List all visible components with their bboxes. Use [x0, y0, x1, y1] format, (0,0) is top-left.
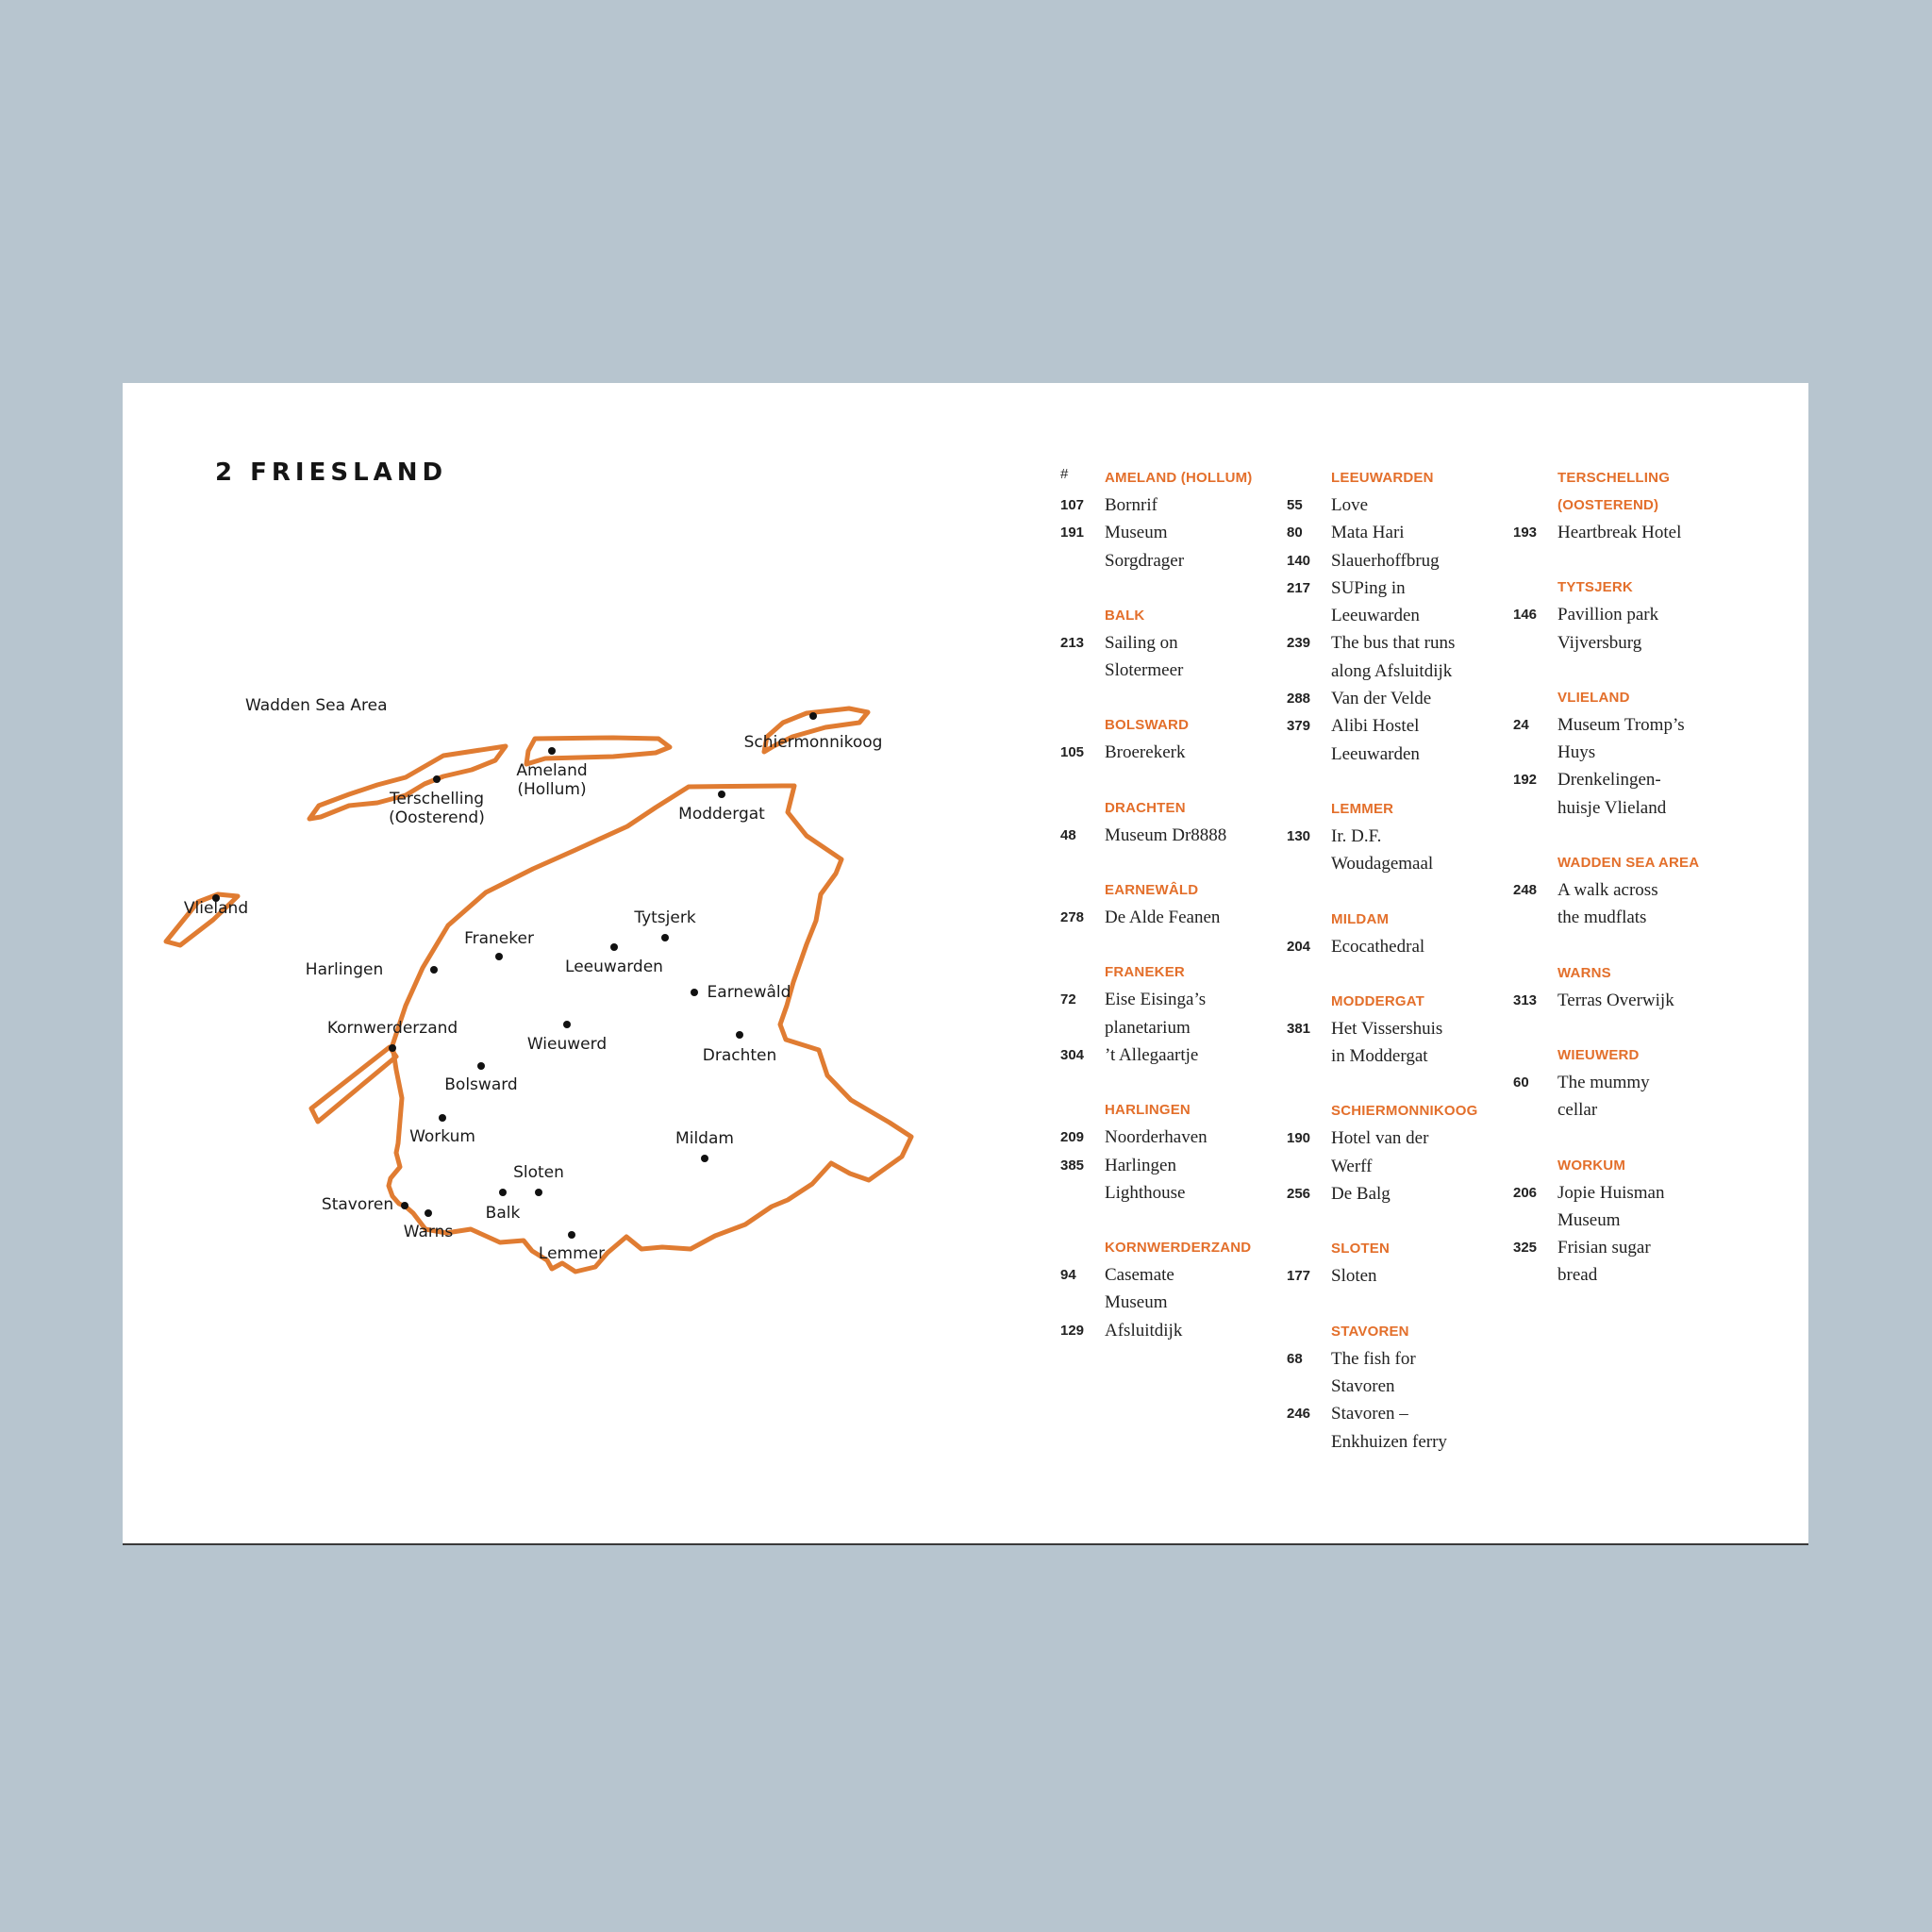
entry-number: 60: [1513, 1074, 1529, 1091]
label-balk: Balk: [485, 1204, 521, 1223]
chapter-title: 2 FRIESLAND: [215, 458, 448, 487]
index-entry: [1287, 1262, 1504, 1290]
index-group: [1513, 959, 1730, 1014]
index-entry: [1060, 491, 1277, 519]
label-harlingen: Harlingen: [305, 960, 384, 979]
entry-name: Jopie Huisman Museum: [1557, 1182, 1665, 1230]
marker-balk: [499, 1189, 507, 1196]
index-entry: [1513, 766, 1730, 822]
index-group: [1513, 574, 1730, 657]
entry-number: 239: [1287, 635, 1311, 652]
entry-name: Ecocathedral: [1331, 936, 1425, 957]
entry-name: Sailing on Slotermeer: [1105, 632, 1184, 681]
marker-workum: [439, 1114, 446, 1122]
index-entry: [1060, 822, 1277, 849]
entry-name: Ir. D.F. Woudagemaal: [1331, 825, 1434, 874]
label-warns: Warns: [403, 1223, 454, 1241]
entry-name: Harlingen Lighthouse: [1105, 1155, 1186, 1203]
entry-number: 206: [1513, 1184, 1538, 1201]
entry-number: 313: [1513, 991, 1538, 1008]
index-entry: [1287, 491, 1504, 519]
group-heading: VLIELAND: [1557, 689, 1630, 706]
marker-leeuwarden: [610, 943, 618, 951]
index-entry: [1287, 1124, 1504, 1180]
marker-harlingen: [430, 966, 438, 974]
entry-name: Van der Velde: [1331, 689, 1432, 709]
entry-name: Terras Overwijk: [1557, 990, 1674, 1010]
marker-earnew-ld: [691, 989, 698, 996]
label-drachten: Drachten: [702, 1046, 777, 1065]
label-schiermonnikoog: Schiermonnikoog: [743, 733, 883, 752]
index-entry: [1287, 575, 1504, 630]
marker-stavoren: [401, 1202, 408, 1209]
entry-name: Afsluitdijk: [1105, 1320, 1183, 1341]
marker-lemmer: [568, 1231, 575, 1239]
group-heading: DRACHTEN: [1105, 799, 1186, 816]
index-group: [1060, 711, 1277, 766]
entry-name: De Balg: [1331, 1184, 1391, 1205]
entry-number: 107: [1060, 497, 1085, 513]
entry-number: 217: [1287, 579, 1311, 596]
entry-number: 325: [1513, 1240, 1538, 1257]
index-group: [1060, 876, 1277, 931]
index-group: [1513, 1152, 1730, 1290]
index-entry: [1060, 986, 1277, 1041]
label-moddergat: Moddergat: [678, 805, 765, 824]
group-heading: SCHIERMONNIKOOG: [1331, 1103, 1478, 1120]
label-workum: Workum: [409, 1127, 475, 1146]
index-entry: [1513, 711, 1730, 767]
label-franeker: Franeker: [464, 929, 534, 948]
entry-number: 278: [1060, 909, 1085, 926]
marker-tytsjerk: [661, 934, 669, 941]
index-entry: [1287, 1400, 1504, 1456]
marker-schiermonnikoog: [809, 712, 817, 720]
entry-number: 72: [1060, 991, 1076, 1008]
marker-wieuwerd: [563, 1021, 571, 1028]
entry-number: 94: [1060, 1267, 1076, 1284]
entry-name: Noorderhaven: [1105, 1127, 1208, 1148]
entry-name: Pavillion park Vijversburg: [1557, 605, 1659, 653]
entry-name: Stavoren – Enkhuizen ferry: [1331, 1404, 1447, 1452]
label-wieuwerd: Wieuwerd: [526, 1035, 608, 1054]
index-group: [1060, 464, 1277, 575]
entry-name: Museum Tromp’s Huys: [1557, 714, 1685, 763]
entry-number: 204: [1287, 938, 1311, 955]
index-column-1: [1060, 464, 1277, 1372]
entry-name: SUPing in Leeuwarden: [1331, 577, 1420, 626]
entry-name: Heartbreak Hotel: [1557, 523, 1682, 542]
index-entry: [1513, 987, 1730, 1014]
entry-number: 177: [1287, 1268, 1311, 1285]
group-heading: FRANEKER: [1105, 964, 1185, 981]
wadden-sea-area-label: Wadden Sea Area: [245, 696, 388, 715]
label-terschelling: Terschelling (Oosterend): [389, 790, 485, 827]
marker-mildam: [701, 1155, 708, 1162]
entry-name: Frisian sugar bread: [1557, 1238, 1651, 1286]
index-group: [1287, 464, 1504, 768]
group-heading: LEMMER: [1331, 800, 1394, 817]
entry-name: The fish for Stavoren: [1331, 1348, 1416, 1396]
group-heading: MILDAM: [1331, 910, 1390, 927]
index-entry: [1513, 1179, 1730, 1235]
entry-number: 190: [1287, 1130, 1311, 1147]
entry-name: Eise Eisinga’s planetarium: [1105, 990, 1207, 1038]
index-entry: [1287, 519, 1504, 546]
index-entry: [1060, 1152, 1277, 1208]
marker-terschelling: [433, 775, 441, 783]
index-group: [1513, 464, 1730, 546]
index-entry: [1287, 1015, 1504, 1071]
entry-number: 248: [1513, 882, 1538, 899]
index-group: [1513, 849, 1730, 932]
label-lemmer: Lemmer: [538, 1244, 606, 1263]
index-group: [1513, 1041, 1730, 1124]
label-tytsjerk: Tytsjerk: [634, 908, 696, 927]
index-group: [1287, 906, 1504, 960]
entry-name: Museum Dr8888: [1105, 824, 1227, 845]
group-heading: HARLINGEN: [1105, 1102, 1191, 1119]
index-column-2: [1287, 464, 1504, 1483]
entry-name: Bornrif: [1105, 495, 1158, 515]
afsluitdijk-outline: [311, 1047, 396, 1122]
index-hash-symbol: #: [1060, 466, 1069, 482]
place-markers: [212, 712, 817, 1239]
index-entry: [1287, 823, 1504, 878]
entry-name: Sloten: [1331, 1266, 1377, 1287]
index-entry: [1287, 685, 1504, 712]
entry-name: Alibi Hostel Leeuwarden: [1331, 716, 1420, 764]
marker-moddergat: [718, 791, 725, 798]
index-entry: [1513, 1234, 1730, 1290]
index-group: [1060, 602, 1277, 685]
index-entry: [1060, 1124, 1277, 1151]
entry-number: 246: [1287, 1406, 1311, 1423]
group-heading: WIEUWERD: [1557, 1046, 1640, 1063]
marker-warns: [425, 1209, 432, 1217]
index-group: [1287, 1235, 1504, 1290]
index-entry: [1060, 1317, 1277, 1344]
entry-number: 192: [1513, 772, 1538, 789]
entry-number: 129: [1060, 1322, 1085, 1339]
index-entry: [1060, 904, 1277, 931]
index-group: [1060, 794, 1277, 849]
label-bolsward: Bolsward: [444, 1075, 518, 1094]
entry-number: 140: [1287, 552, 1311, 569]
mainland-outline: [389, 786, 911, 1272]
group-heading: BOLSWARD: [1105, 717, 1190, 734]
marker-sloten: [535, 1189, 542, 1196]
entry-number: 288: [1287, 691, 1311, 708]
group-heading: WADDEN SEA AREA: [1557, 855, 1700, 872]
group-heading: LEEUWARDEN: [1331, 470, 1434, 486]
marker-kornwerderzand: [389, 1044, 396, 1052]
entry-name: De Alde Feanen: [1105, 908, 1221, 928]
entry-number: 105: [1060, 744, 1085, 761]
index-column-3: [1513, 464, 1730, 1317]
group-heading: STAVOREN: [1331, 1323, 1409, 1340]
entry-name: Het Vissershuis in Moddergat: [1331, 1018, 1443, 1067]
index-group: [1287, 988, 1504, 1071]
entry-number: 209: [1060, 1129, 1085, 1146]
entry-number: 385: [1060, 1157, 1085, 1174]
entry-name: ’t Allegaartje: [1105, 1044, 1199, 1065]
group-heading: EARNEWÂLD: [1105, 882, 1199, 899]
label-kornwerderzand: Kornwerderzand: [326, 1019, 458, 1038]
group-heading: TYTSJERK: [1557, 579, 1633, 596]
index-entry: [1513, 601, 1730, 657]
label-ameland: Ameland (Hollum): [516, 761, 588, 799]
index-entry: [1287, 933, 1504, 960]
entry-number: 381: [1287, 1020, 1311, 1037]
entry-name: Casemate Museum: [1105, 1265, 1174, 1313]
index-entry: [1060, 629, 1277, 685]
entry-name: Mata Hari: [1331, 523, 1405, 543]
group-heading: SLOTEN: [1331, 1241, 1391, 1257]
index-group: [1287, 1318, 1504, 1456]
entry-name: Museum Sorgdrager: [1105, 523, 1185, 571]
entry-name: Drenkelingen- huisje Vlieland: [1557, 770, 1667, 818]
index-entry: [1287, 1180, 1504, 1208]
entry-number: 24: [1513, 716, 1529, 733]
entry-number: 130: [1287, 827, 1311, 844]
index-group: [1060, 958, 1277, 1069]
marker-drachten: [736, 1031, 743, 1039]
label-vlieland: Vlieland: [183, 899, 249, 918]
index-group: [1060, 1096, 1277, 1207]
entry-number: 256: [1287, 1186, 1311, 1203]
index-entry: [1060, 1261, 1277, 1317]
marker-franeker: [495, 953, 503, 960]
entry-name: The bus that runs along Afsluitdijk: [1331, 633, 1456, 681]
entry-number: 193: [1513, 525, 1538, 541]
entry-number: 146: [1513, 607, 1538, 624]
entry-name: Love: [1331, 495, 1369, 515]
entry-number: 304: [1060, 1046, 1085, 1063]
index-entry: [1513, 519, 1730, 546]
index-entry: [1287, 629, 1504, 685]
entry-number: 379: [1287, 718, 1311, 735]
index-entry: [1513, 876, 1730, 932]
entry-name: Broerekerk: [1105, 742, 1186, 763]
book-page: [123, 383, 1808, 1545]
marker-bolsward: [477, 1062, 485, 1070]
entry-number: 55: [1287, 497, 1303, 513]
group-heading: WARNS: [1557, 964, 1611, 981]
entry-number: 80: [1287, 525, 1303, 541]
index-group: [1060, 1234, 1277, 1344]
index-entry: [1287, 547, 1504, 575]
label-sloten: Sloten: [513, 1163, 564, 1182]
group-heading: AMELAND (HOLLUM): [1105, 470, 1253, 486]
index-entry: [1287, 1345, 1504, 1401]
entry-number: 68: [1287, 1350, 1303, 1367]
place-labels: [184, 733, 883, 1263]
index-entry: [1060, 519, 1277, 575]
index-entry: [1513, 1069, 1730, 1124]
ameland-outline: [526, 738, 670, 764]
marker-ameland: [548, 747, 556, 755]
entry-name: Slauerhoffbrug: [1331, 550, 1440, 571]
index-group: [1287, 795, 1504, 878]
label-earnew-ld: Earnewâld: [707, 983, 791, 1002]
index-group: [1513, 684, 1730, 822]
label-mildam: Mildam: [675, 1129, 734, 1148]
label-leeuwarden: Leeuwarden: [565, 958, 663, 976]
index-group: [1287, 1097, 1504, 1208]
index-entry: [1060, 1041, 1277, 1069]
entry-name: A walk across the mudflats: [1557, 880, 1658, 928]
group-heading: KORNWERDERZAND: [1105, 1240, 1252, 1257]
entry-name: The mummy cellar: [1557, 1072, 1650, 1121]
group-heading: WORKUM: [1557, 1157, 1626, 1174]
entry-number: 213: [1060, 634, 1085, 651]
group-heading: BALK: [1105, 607, 1145, 624]
label-stavoren: Stavoren: [321, 1195, 394, 1214]
index-entry: [1287, 712, 1504, 768]
group-heading: MODDERGAT: [1331, 992, 1425, 1009]
entry-number: 48: [1060, 826, 1076, 843]
index-entry: [1060, 739, 1277, 766]
group-heading: TERSCHELLING (OOSTEREND): [1557, 470, 1671, 513]
entry-number: 191: [1060, 525, 1085, 541]
entry-name: Hotel van der Werff: [1331, 1128, 1429, 1176]
